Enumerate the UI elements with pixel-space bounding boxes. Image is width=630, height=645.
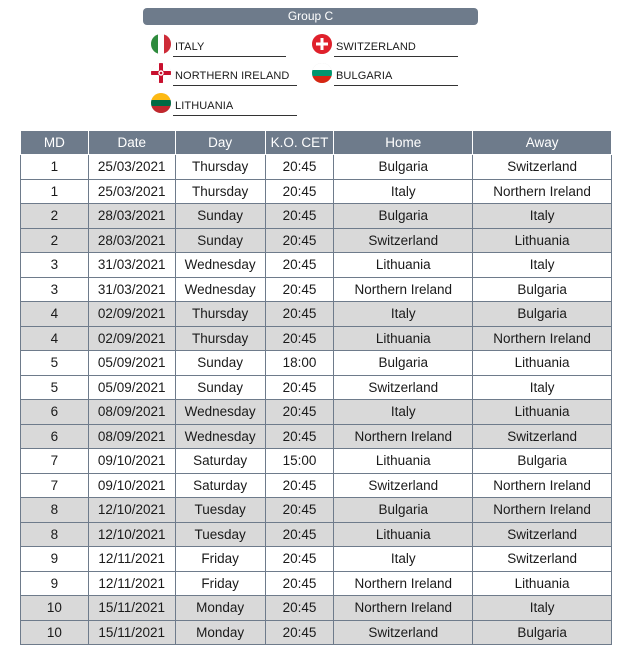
cell-home: Bulgaria [334, 155, 473, 180]
cell-md: 6 [21, 424, 89, 449]
cell-md: 1 [21, 155, 89, 180]
cell-away: Switzerland [473, 522, 612, 547]
cell-date: 12/10/2021 [88, 498, 175, 523]
group-title: Group C [287, 9, 334, 23]
cell-away: Italy [473, 375, 612, 400]
cell-md: 8 [21, 498, 89, 523]
cell-kickoff: 18:00 [265, 351, 334, 376]
cell-day: Friday [175, 547, 265, 572]
cell-md: 10 [21, 596, 89, 621]
cell-home: Switzerland [334, 228, 473, 253]
group-title-bar [143, 8, 478, 25]
cell-home: Switzerland [334, 375, 473, 400]
cell-date: 31/03/2021 [88, 277, 175, 302]
cell-date: 02/09/2021 [88, 302, 175, 327]
cell-away: Northern Ireland [473, 326, 612, 351]
cell-home: Northern Ireland [334, 571, 473, 596]
team-name: NORTHERN IRELAND [175, 70, 290, 82]
cell-away: Italy [473, 596, 612, 621]
cell-md: 1 [21, 179, 89, 204]
column-header-md: MD [21, 131, 89, 155]
table-row [21, 375, 612, 400]
cell-kickoff: 20:45 [265, 302, 334, 327]
cell-kickoff: 20:45 [265, 179, 334, 204]
table-row [21, 424, 612, 449]
cell-home: Switzerland [334, 620, 473, 645]
cell-day: Thursday [175, 302, 265, 327]
cell-away: Northern Ireland [473, 498, 612, 523]
cell-day: Monday [175, 596, 265, 621]
cell-home: Northern Ireland [334, 596, 473, 621]
cell-md: 10 [21, 620, 89, 645]
cell-date: 09/10/2021 [88, 473, 175, 498]
cell-date: 02/09/2021 [88, 326, 175, 351]
team-underline [173, 56, 286, 57]
cell-home: Lithuania [334, 522, 473, 547]
cell-home: Bulgaria [334, 204, 473, 229]
table-row [21, 179, 612, 204]
cell-away: Bulgaria [473, 302, 612, 327]
table-row [21, 547, 612, 572]
cell-date: 31/03/2021 [88, 253, 175, 278]
column-header-day: Day [175, 131, 265, 155]
table-row [21, 400, 612, 425]
cell-day: Wednesday [175, 424, 265, 449]
table-row [21, 351, 612, 376]
cell-day: Wednesday [175, 400, 265, 425]
cell-kickoff: 20:45 [265, 596, 334, 621]
table-row [21, 596, 612, 621]
cell-date: 28/03/2021 [88, 204, 175, 229]
cell-home: Italy [334, 179, 473, 204]
cell-kickoff: 20:45 [265, 547, 334, 572]
cell-date: 25/03/2021 [88, 179, 175, 204]
cell-home: Bulgaria [334, 351, 473, 376]
cell-away: Lithuania [473, 400, 612, 425]
cell-kickoff: 20:45 [265, 253, 334, 278]
cell-away: Bulgaria [473, 277, 612, 302]
column-header-home: Home [334, 131, 473, 155]
cell-day: Wednesday [175, 253, 265, 278]
fixtures-table [20, 130, 612, 645]
table-row [21, 228, 612, 253]
cell-day: Wednesday [175, 277, 265, 302]
cell-date: 12/11/2021 [88, 547, 175, 572]
cell-home: Lithuania [334, 449, 473, 474]
cell-day: Friday [175, 571, 265, 596]
cell-away: Italy [473, 204, 612, 229]
cell-kickoff: 20:45 [265, 498, 334, 523]
cell-md: 5 [21, 351, 89, 376]
table-row [21, 498, 612, 523]
team-underline [173, 115, 297, 116]
cell-away: Bulgaria [473, 620, 612, 645]
cell-away: Switzerland [473, 547, 612, 572]
cell-md: 9 [21, 571, 89, 596]
column-header-away: Away [473, 131, 612, 155]
cell-date: 15/11/2021 [88, 620, 175, 645]
cell-day: Thursday [175, 326, 265, 351]
table-row [21, 204, 612, 229]
northern-ireland-flag-icon [151, 63, 171, 83]
cell-day: Monday [175, 620, 265, 645]
cell-day: Sunday [175, 228, 265, 253]
cell-kickoff: 20:45 [265, 375, 334, 400]
cell-away: Northern Ireland [473, 179, 612, 204]
cell-md: 4 [21, 302, 89, 327]
table-row [21, 473, 612, 498]
team-name: ITALY [175, 41, 205, 53]
lithuania-flag-icon [151, 93, 171, 113]
table-row [21, 253, 612, 278]
cell-day: Sunday [175, 375, 265, 400]
cell-home: Switzerland [334, 473, 473, 498]
table-row [21, 277, 612, 302]
cell-date: 08/09/2021 [88, 400, 175, 425]
italy-flag-icon [151, 34, 171, 54]
cell-md: 7 [21, 449, 89, 474]
cell-md: 9 [21, 547, 89, 572]
table-row [21, 620, 612, 645]
cell-day: Thursday [175, 155, 265, 180]
table-row [21, 449, 612, 474]
cell-day: Saturday [175, 449, 265, 474]
cell-away: Lithuania [473, 351, 612, 376]
column-header-kickoff: K.O. CET [265, 131, 334, 155]
cell-md: 6 [21, 400, 89, 425]
cell-away: Bulgaria [473, 449, 612, 474]
cell-home: Bulgaria [334, 498, 473, 523]
cell-home: Northern Ireland [334, 277, 473, 302]
cell-md: 2 [21, 204, 89, 229]
cell-md: 2 [21, 228, 89, 253]
table-row [21, 326, 612, 351]
cell-kickoff: 20:45 [265, 155, 334, 180]
fixtures-body [21, 155, 612, 645]
cell-away: Switzerland [473, 424, 612, 449]
cell-date: 15/11/2021 [88, 596, 175, 621]
cell-md: 4 [21, 326, 89, 351]
cell-kickoff: 20:45 [265, 400, 334, 425]
table-row [21, 302, 612, 327]
cell-kickoff: 20:45 [265, 424, 334, 449]
team-underline [173, 85, 297, 86]
cell-md: 7 [21, 473, 89, 498]
table-row [21, 571, 612, 596]
cell-date: 05/09/2021 [88, 351, 175, 376]
cell-away: Northern Ireland [473, 473, 612, 498]
cell-date: 12/10/2021 [88, 522, 175, 547]
cell-kickoff: 15:00 [265, 449, 334, 474]
table-row [21, 155, 612, 180]
cell-day: Sunday [175, 351, 265, 376]
cell-day: Tuesday [175, 522, 265, 547]
cell-md: 3 [21, 253, 89, 278]
cell-day: Tuesday [175, 498, 265, 523]
cell-away: Lithuania [473, 228, 612, 253]
cell-date: 05/09/2021 [88, 375, 175, 400]
team-name: SWITZERLAND [336, 41, 416, 53]
cell-md: 3 [21, 277, 89, 302]
cell-date: 28/03/2021 [88, 228, 175, 253]
cell-kickoff: 20:45 [265, 326, 334, 351]
table-row [21, 522, 612, 547]
cell-home: Lithuania [334, 253, 473, 278]
cell-kickoff: 20:45 [265, 522, 334, 547]
cell-day: Sunday [175, 204, 265, 229]
bulgaria-flag-icon [312, 63, 332, 83]
cell-away: Italy [473, 253, 612, 278]
cell-home: Italy [334, 302, 473, 327]
cell-md: 5 [21, 375, 89, 400]
cell-away: Switzerland [473, 155, 612, 180]
cell-away: Lithuania [473, 571, 612, 596]
team-underline [334, 85, 458, 86]
cell-day: Thursday [175, 179, 265, 204]
table-header-row [21, 131, 612, 155]
cell-kickoff: 20:45 [265, 277, 334, 302]
cell-kickoff: 20:45 [265, 571, 334, 596]
cell-home: Italy [334, 400, 473, 425]
cell-kickoff: 20:45 [265, 620, 334, 645]
column-header-date: Date [88, 131, 175, 155]
switzerland-flag-icon [312, 34, 332, 54]
cell-home: Italy [334, 547, 473, 572]
cell-md: 8 [21, 522, 89, 547]
team-underline [334, 56, 458, 57]
team-name: LITHUANIA [175, 100, 234, 112]
cell-date: 12/11/2021 [88, 571, 175, 596]
cell-day: Saturday [175, 473, 265, 498]
team-name: BULGARIA [336, 70, 393, 82]
cell-kickoff: 20:45 [265, 228, 334, 253]
cell-home: Lithuania [334, 326, 473, 351]
cell-kickoff: 20:45 [265, 473, 334, 498]
cell-date: 25/03/2021 [88, 155, 175, 180]
cell-kickoff: 20:45 [265, 204, 334, 229]
cell-date: 08/09/2021 [88, 424, 175, 449]
cell-home: Northern Ireland [334, 424, 473, 449]
cell-date: 09/10/2021 [88, 449, 175, 474]
